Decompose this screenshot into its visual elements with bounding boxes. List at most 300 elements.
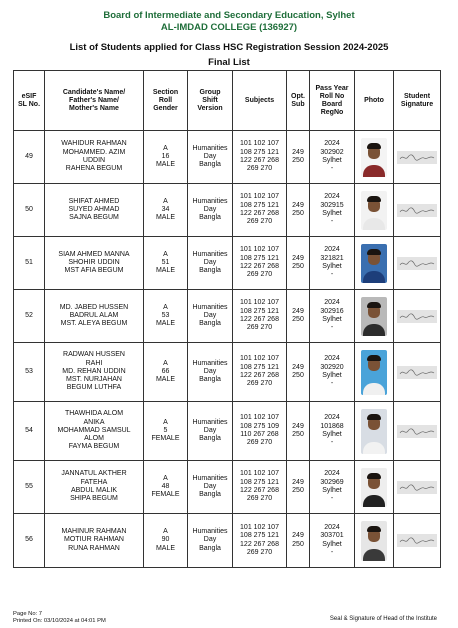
candidate-names-cell-line: FAYMA BEGUM (68, 443, 120, 451)
opt-sub-cell-line: 249 (292, 201, 304, 209)
subjects-cell-line: 122 267 268 (240, 157, 279, 164)
subjects-cell (233, 514, 287, 568)
pass-year-roll-cell-line: Sylhet (322, 157, 342, 164)
section-roll-gender-cell (144, 290, 188, 343)
subjects-cell-line: 269 270 (246, 548, 273, 556)
subjects-cell-line: 101 102 107 (240, 246, 279, 254)
col-group-shift-version-header (188, 71, 233, 131)
pass-year-roll-cell-line: - (330, 218, 334, 226)
opt-sub-cell-line: 249 (292, 532, 304, 540)
header-line: Pass Year (315, 84, 349, 92)
pass-year-roll-cell-line: - (330, 271, 334, 279)
section-roll-gender-cell-line: MALE (155, 267, 176, 275)
pass-year-roll-cell-line: 302920 (320, 363, 344, 371)
section-roll-gender-cell-line: A (163, 197, 168, 205)
table-row (14, 184, 441, 237)
sl-no-cell: 51 (14, 237, 45, 290)
section-roll-gender-cell-line: A (163, 359, 168, 367)
section-roll-gender-cell-line: 48 (161, 482, 170, 490)
header-line: Board (321, 100, 343, 108)
group-shift-version-cell (188, 514, 233, 568)
pass-year-roll-cell-line: 2024 (324, 355, 340, 363)
candidate-names-cell (45, 343, 144, 402)
pass-year-roll-cell-line: 2024 (324, 523, 340, 531)
opt-sub-cell (287, 131, 310, 184)
table-header-row (14, 71, 441, 131)
opt-sub-cell-line: 249 (292, 307, 304, 315)
photo-cell (355, 402, 394, 461)
table-row (14, 290, 441, 343)
opt-sub-cell-line: 250 (292, 316, 304, 323)
pass-year-roll-cell (310, 461, 355, 514)
section-roll-gender-cell-line: A (163, 250, 168, 258)
candidate-names-cell-line: JANNATUL AKTHER (61, 470, 127, 478)
photo-cell (355, 514, 394, 568)
opt-sub-cell-line: 250 (292, 210, 304, 217)
opt-sub-cell-line: 249 (292, 363, 304, 371)
pass-year-roll-cell (310, 131, 355, 184)
group-shift-version-cell-line: Humanities (192, 303, 228, 311)
header-line: Candidate's Name/ (62, 88, 126, 96)
student-photo (361, 297, 387, 336)
col-subjects-header (233, 71, 287, 131)
subjects-cell-line: 108 275 121 (240, 363, 279, 371)
header-line: Shift (202, 96, 218, 104)
subjects-cell-line: 122 267 268 (240, 316, 279, 323)
pass-year-roll-cell-line: - (330, 380, 334, 388)
subjects-cell-line: 269 270 (246, 218, 273, 226)
opt-sub-cell (287, 461, 310, 514)
group-shift-version-cell-line: Day (203, 258, 217, 266)
subjects-cell-line: 101 102 107 (240, 470, 279, 478)
subjects-cell-line: 108 275 121 (240, 201, 279, 209)
group-shift-version-cell-line: Humanities (192, 418, 228, 426)
group-shift-version-cell-line: Humanities (192, 197, 228, 205)
subjects-cell-line: 101 102 107 (240, 414, 279, 422)
candidate-names-cell-line: MD. JABED HUSSEN (59, 303, 129, 311)
seal-signature-label: Seal & Signature of Head of the Institute (329, 616, 437, 622)
candidate-names-cell-line: THAWHIDA ALOM (64, 410, 124, 418)
group-shift-version-cell-line: Bangla (199, 376, 221, 384)
pass-year-roll-cell-line: Sylhet (322, 431, 342, 438)
candidate-names-cell-line: WAHIDUR RAHMAN (61, 140, 127, 148)
table-row (14, 402, 441, 461)
header-line: Sub (291, 100, 305, 108)
college-name: AL-IMDAD COLLEGE (136927) (160, 22, 298, 33)
sl-no-cell: 49 (14, 131, 45, 184)
table-row (14, 461, 441, 514)
candidate-names-cell-line: RADWAN HUSSEN (63, 351, 125, 359)
candidate-names-cell-line: UDDIN (82, 157, 106, 164)
section-roll-gender-cell-line: A (163, 418, 168, 426)
section-roll-gender-cell (144, 461, 188, 514)
subjects-cell-line: 101 102 107 (240, 193, 279, 201)
student-photo (361, 521, 387, 561)
section-roll-gender-cell-line: A (163, 528, 168, 536)
photo-hair (367, 249, 381, 255)
section-roll-gender-cell-line: 16 (161, 152, 170, 160)
printed-on: Printed On: 03/10/2024 at 04:01 PM (13, 618, 106, 624)
student-signature-image (397, 310, 437, 323)
section-roll-gender-cell-line: A (163, 144, 168, 152)
header-line: Opt. (291, 92, 305, 100)
pass-year-roll-cell-line: 2024 (324, 470, 340, 478)
candidate-names-cell-line: MOHAMMAD SAMSUL (57, 426, 131, 434)
opt-sub-cell-line: 249 (292, 422, 304, 430)
signature-cell (394, 461, 441, 514)
section-roll-gender-cell-line: 66 (161, 367, 170, 375)
sl-no-cell: 53 (14, 343, 45, 402)
photo-shoulders (363, 495, 385, 507)
subjects-cell-line: 122 267 268 (240, 487, 279, 494)
pass-year-roll-cell-line: 302902 (320, 148, 344, 156)
subjects-cell-line: 101 102 107 (240, 299, 279, 307)
candidate-names-cell-line: RUNA RAHMAN (68, 544, 120, 552)
group-shift-version-cell-line: Humanities (192, 250, 228, 258)
pass-year-roll-cell-line: Sylhet (322, 263, 342, 270)
opt-sub-cell-line: 250 (292, 372, 304, 379)
pass-year-roll-cell-line: Sylhet (322, 487, 342, 494)
group-shift-version-cell (188, 290, 233, 343)
section-roll-gender-cell-line: 53 (161, 311, 170, 319)
sl-no-cell: 52 (14, 290, 45, 343)
opt-sub-cell (287, 290, 310, 343)
opt-sub-cell-line: 250 (292, 431, 304, 438)
section-roll-gender-cell-line: MALE (155, 376, 176, 384)
signature-cell (394, 237, 441, 290)
subjects-cell-line: 108 275 109 (240, 422, 279, 430)
subjects-cell-line: 108 275 121 (240, 307, 279, 315)
opt-sub-cell (287, 184, 310, 237)
student-signature-image (397, 366, 437, 379)
group-shift-version-cell-line: Bangla (199, 491, 221, 499)
section-roll-gender-cell-line: MALE (155, 214, 176, 222)
pass-year-roll-cell-line: Sylhet (322, 316, 342, 323)
opt-sub-cell (287, 402, 310, 461)
header-line: Roll (158, 96, 173, 104)
subjects-cell-line: 108 275 121 (240, 254, 279, 262)
signature-cell (394, 343, 441, 402)
student-signature-image (397, 481, 437, 494)
pass-year-roll-cell-line: Sylhet (322, 540, 342, 548)
candidate-names-cell-line: ANIKA (83, 418, 105, 426)
photo-hair (367, 196, 381, 202)
subjects-cell-line: 269 270 (246, 495, 273, 503)
group-shift-version-cell-line: Bangla (199, 544, 221, 552)
candidate-names-cell-line: SHIPA BEGUM (70, 495, 118, 503)
photo-shoulders (363, 218, 385, 230)
candidate-names-cell-line: SHIFAT AHMED (68, 197, 120, 205)
group-shift-version-cell-line: Humanities (192, 359, 228, 367)
photo-hair (367, 414, 381, 420)
pass-year-roll-cell-line: Sylhet (322, 372, 342, 379)
pass-year-roll-cell-line: 302916 (320, 307, 344, 315)
pass-year-roll-cell-line: 321821 (320, 254, 344, 262)
subjects-cell (233, 461, 287, 514)
opt-sub-cell-line: 250 (292, 157, 304, 164)
subjects-cell-line: 108 275 121 (240, 532, 279, 540)
group-shift-version-cell (188, 184, 233, 237)
photo-hair (367, 143, 381, 149)
list-title: List of Students applied for Class HSC Registration Session 2024-2025 (69, 42, 389, 53)
candidate-names-cell-line: MST. ALEYA BEGUM (60, 320, 128, 328)
section-roll-gender-cell (144, 184, 188, 237)
header-line: Version (197, 104, 223, 112)
opt-sub-cell-line: 249 (292, 148, 304, 156)
signature-cell (394, 290, 441, 343)
pass-year-roll-cell-line: - (330, 495, 334, 503)
opt-sub-cell-line: 250 (292, 540, 304, 548)
pass-year-roll-cell (310, 343, 355, 402)
group-shift-version-cell-line: Day (203, 152, 217, 160)
opt-sub-cell (287, 343, 310, 402)
student-photo (361, 409, 387, 454)
pass-year-roll-cell-line: 2024 (324, 299, 340, 307)
header-line: Subjects (244, 96, 275, 104)
pass-year-roll-cell-line: 2024 (324, 414, 340, 422)
section-roll-gender-cell-line: 5 (163, 426, 168, 434)
board-name: Board of Intermediate and Secondary Education, Sylhet (103, 10, 355, 21)
pass-year-roll-cell-line: 101868 (320, 422, 344, 430)
candidate-names-cell-line: ABDUL MALIK (70, 487, 118, 494)
student-photo (361, 468, 387, 507)
subjects-cell-line: 122 267 268 (240, 210, 279, 217)
header-line: Photo (364, 96, 384, 104)
candidate-names-cell-line: MST. NURJAHAN (65, 376, 122, 384)
signature-cell (394, 514, 441, 568)
section-roll-gender-cell (144, 514, 188, 568)
table-row (14, 343, 441, 402)
photo-cell (355, 290, 394, 343)
student-signature-image (397, 151, 437, 164)
pass-year-roll-cell (310, 184, 355, 237)
student-signature-image (397, 257, 437, 270)
opt-sub-cell-line: 249 (292, 254, 304, 262)
group-shift-version-cell-line: Bangla (199, 161, 221, 169)
subjects-cell-line: 269 270 (246, 271, 273, 279)
section-roll-gender-cell-line: A (163, 303, 168, 311)
photo-hair (367, 355, 381, 361)
candidate-names-cell-line: MST AFIA BEGUM (64, 267, 124, 275)
group-shift-version-cell (188, 237, 233, 290)
subjects-cell-line: 269 270 (246, 439, 273, 447)
photo-hair (367, 473, 381, 479)
pass-year-roll-cell (310, 402, 355, 461)
photo-cell (355, 343, 394, 402)
candidate-names-cell (45, 184, 144, 237)
student-photo (361, 350, 387, 395)
subjects-cell-line: 101 102 107 (240, 140, 279, 148)
student-photo (361, 244, 387, 283)
group-shift-version-cell-line: Day (203, 482, 217, 490)
section-roll-gender-cell-line: MALE (155, 544, 176, 552)
group-shift-version-cell-line: Day (203, 205, 217, 213)
group-shift-version-cell-line: Day (203, 426, 217, 434)
candidate-names-cell-line: MD. REHAN UDDIN (62, 367, 126, 375)
page-number: Page No: 7 (13, 611, 43, 617)
group-shift-version-cell (188, 461, 233, 514)
subjects-cell-line: 269 270 (246, 324, 273, 332)
header-line: Roll No (319, 92, 345, 100)
section-roll-gender-cell-line: 90 (161, 536, 170, 544)
subjects-cell-line: 122 267 268 (240, 372, 279, 379)
pass-year-roll-cell-line: 302915 (320, 201, 344, 209)
subjects-cell-line: 101 102 107 (240, 523, 279, 531)
pass-year-roll-cell-line: 2024 (324, 246, 340, 254)
subjects-cell-line: 122 267 268 (240, 263, 279, 270)
candidate-names-cell-line: ALOM (84, 435, 104, 443)
candidate-names-cell-line: MOHAMMED. AZIM (62, 148, 126, 156)
group-shift-version-cell (188, 131, 233, 184)
header-line: Signature (400, 100, 434, 108)
section-roll-gender-cell-line: FEMALE (151, 435, 180, 443)
pass-year-roll-cell-line: - (330, 439, 334, 447)
pass-year-roll-cell-line: - (330, 324, 334, 332)
photo-shoulders (363, 549, 385, 561)
subjects-cell (233, 184, 287, 237)
photo-shoulders (363, 383, 385, 395)
pass-year-roll-cell (310, 514, 355, 568)
group-shift-version-cell-line: Bangla (199, 214, 221, 222)
pass-year-roll-cell-line: 2024 (324, 193, 340, 201)
photo-cell (355, 461, 394, 514)
opt-sub-cell (287, 514, 310, 568)
photo-shoulders (363, 271, 385, 283)
sl-no-cell: 55 (14, 461, 45, 514)
student-photo (361, 138, 387, 177)
col-photo-header (355, 71, 394, 131)
candidate-names-cell (45, 290, 144, 343)
subjects-cell-line: 108 275 121 (240, 478, 279, 486)
table-row (14, 131, 441, 184)
sl-no-cell: 56 (14, 514, 45, 568)
group-shift-version-cell-line: Day (203, 367, 217, 375)
candidate-names-cell-line: RAHENA BEGUM (65, 165, 123, 173)
sl-no-cell: 50 (14, 184, 45, 237)
group-shift-version-cell-line: Humanities (192, 474, 228, 482)
sl-no-cell: 54 (14, 402, 45, 461)
opt-sub-cell-line: 249 (292, 478, 304, 486)
opt-sub-cell (287, 237, 310, 290)
group-shift-version-cell-line: Day (203, 536, 217, 544)
group-shift-version-cell-line: Day (203, 311, 217, 319)
photo-shoulders (363, 442, 385, 454)
student-signature-image (397, 204, 437, 217)
candidate-names-cell-line: BADRUL ALAM (69, 311, 119, 319)
candidate-names-cell-line: BEGUM LUTHFA (66, 384, 122, 392)
col-esif-sl-header (14, 71, 45, 131)
col-student-signature-header (394, 71, 441, 131)
pass-year-roll-cell-line: 2024 (324, 140, 340, 148)
candidate-names-cell-line: SHOHIR UDDIN (68, 258, 120, 266)
section-roll-gender-cell-line: MALE (155, 161, 176, 169)
subjects-cell (233, 343, 287, 402)
candidate-names-cell-line: SIAM AHMED MANNA (58, 250, 130, 258)
section-roll-gender-cell-line: MALE (155, 320, 176, 328)
header-line: Mother's Name (69, 104, 119, 112)
header-line: Section (152, 88, 179, 96)
opt-sub-cell-line: 250 (292, 263, 304, 270)
candidate-names-cell-line: SAJNA BEGUM (69, 214, 119, 222)
candidate-names-cell (45, 131, 144, 184)
signature-cell (394, 402, 441, 461)
photo-shoulders (363, 165, 385, 177)
col-opt-sub-header (287, 71, 310, 131)
header-line: Gender (153, 104, 178, 112)
subjects-cell (233, 237, 287, 290)
section-roll-gender-cell-line: A (163, 474, 168, 482)
photo-cell (355, 237, 394, 290)
subjects-cell-line: 269 270 (246, 165, 273, 173)
header-line: Group (199, 88, 221, 96)
section-roll-gender-cell (144, 402, 188, 461)
section-roll-gender-cell (144, 237, 188, 290)
pass-year-roll-cell-line: - (330, 165, 334, 173)
col-pass-year-roll-header (310, 71, 355, 131)
student-signature-image (397, 425, 437, 438)
candidate-names-cell (45, 237, 144, 290)
candidate-names-cell-line: SUYED AHMAD (68, 205, 120, 213)
group-shift-version-cell-line: Humanities (192, 144, 228, 152)
group-shift-version-cell-line: Bangla (199, 267, 221, 275)
pass-year-roll-cell-line: - (330, 548, 334, 556)
subjects-cell-line: 110 267 268 (240, 431, 279, 438)
pass-year-roll-cell-line: Sylhet (322, 210, 342, 217)
photo-cell (355, 184, 394, 237)
subjects-cell-line: 122 267 268 (240, 540, 279, 548)
section-roll-gender-cell-line: 34 (161, 205, 170, 213)
opt-sub-cell-line: 250 (292, 487, 304, 494)
group-shift-version-cell-line: Humanities (192, 528, 228, 536)
table-row (14, 514, 441, 568)
header-line: SL No. (17, 100, 41, 108)
pass-year-roll-cell-line: 302969 (320, 478, 344, 486)
candidate-names-cell (45, 514, 144, 568)
header-line: Father's Name/ (69, 96, 119, 104)
photo-shoulders (363, 324, 385, 336)
student-photo (361, 191, 387, 230)
subjects-cell (233, 402, 287, 461)
candidate-names-cell (45, 402, 144, 461)
candidate-names-cell-line: MAHINUR RAHMAN (61, 528, 127, 536)
subjects-cell (233, 131, 287, 184)
signature-cell (394, 184, 441, 237)
section-roll-gender-cell-line: 51 (161, 258, 170, 266)
candidate-names-cell-line: FATEHA (80, 478, 108, 486)
group-shift-version-cell-line: Bangla (199, 435, 221, 443)
final-list-label: Final List (208, 57, 250, 68)
pass-year-roll-cell-line: 303701 (320, 532, 344, 540)
header-line: Student (403, 92, 431, 100)
group-shift-version-cell (188, 343, 233, 402)
pass-year-roll-cell (310, 290, 355, 343)
section-roll-gender-cell (144, 343, 188, 402)
subjects-cell-line: 101 102 107 (240, 355, 279, 363)
subjects-cell-line: 269 270 (246, 380, 273, 388)
signature-cell (394, 131, 441, 184)
photo-cell (355, 131, 394, 184)
group-shift-version-cell (188, 402, 233, 461)
candidate-names-cell (45, 461, 144, 514)
header-line: RegNo (320, 108, 344, 116)
photo-hair (367, 302, 381, 308)
subjects-cell (233, 290, 287, 343)
student-signature-image (397, 534, 437, 547)
header-line: eSIF (21, 92, 37, 100)
photo-hair (367, 526, 381, 532)
col-section-roll-gender-header (144, 71, 188, 131)
section-roll-gender-cell (144, 131, 188, 184)
